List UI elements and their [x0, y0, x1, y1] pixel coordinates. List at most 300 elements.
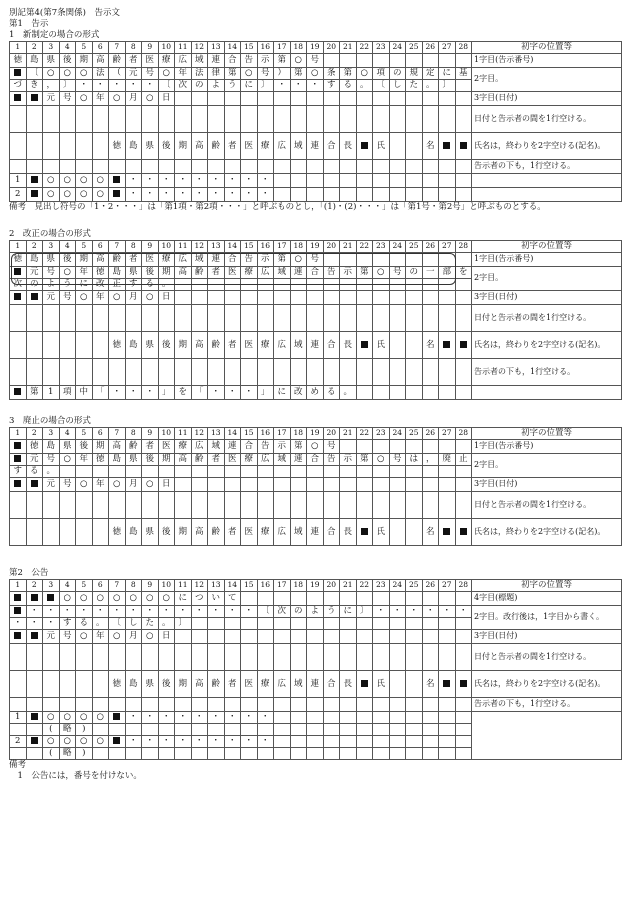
grid-cell — [406, 386, 423, 400]
grid-cell: 後 — [158, 671, 175, 698]
grid-cell: 告 — [323, 267, 340, 279]
grid-cell — [340, 174, 357, 188]
grid-cell: 者 — [208, 267, 225, 279]
column-number: 2 — [26, 580, 43, 592]
grid-cell — [43, 519, 60, 546]
grid-cell: 医 — [142, 253, 159, 267]
grid-cell: 長 — [340, 133, 357, 160]
grid-cell — [356, 359, 373, 386]
grid-cell — [92, 644, 109, 671]
grid-cell: 後 — [59, 54, 76, 68]
filled-square-icon — [31, 594, 38, 601]
grid-cell: 療 — [158, 54, 175, 68]
grid-cell — [356, 478, 373, 492]
grid-cell: ・ — [224, 188, 241, 202]
grid-cell — [290, 466, 307, 478]
grid-cell — [373, 106, 390, 133]
grid-cell: ○ — [290, 253, 307, 267]
grid-cell — [373, 492, 390, 519]
grid-cell: ○ — [373, 454, 390, 466]
position-note: 日付と告示者の間を1行空ける。 — [472, 305, 622, 332]
grid-cell: ・ — [208, 712, 225, 724]
grid-cell — [241, 160, 258, 174]
column-number: 1 — [10, 42, 27, 54]
grid-cell — [455, 188, 472, 202]
grid-cell — [356, 736, 373, 748]
grid-cell: 徳 — [109, 332, 126, 359]
grid-cell: 。 — [43, 466, 60, 478]
grid-cell: 次 — [274, 606, 291, 618]
grid-cell — [274, 698, 291, 712]
grid-cell — [455, 80, 472, 92]
grid-cell — [274, 492, 291, 519]
grid-cell: 県 — [43, 54, 60, 68]
column-number: 17 — [274, 428, 291, 440]
grid-cell: ・ — [191, 188, 208, 202]
column-number: 22 — [356, 428, 373, 440]
column-number: 21 — [340, 241, 357, 253]
position-note: 氏名は，終わりを2字空ける(記名)。 — [472, 519, 622, 546]
grid-cell — [307, 174, 324, 188]
column-number: 23 — [373, 580, 390, 592]
column-number: 19 — [307, 428, 324, 440]
grid-cell — [439, 174, 456, 188]
grid-cell — [10, 644, 27, 671]
column-number: 14 — [224, 428, 241, 440]
grid-cell — [26, 671, 43, 698]
grid-cell: 後 — [76, 440, 93, 454]
position-note: 1字目(告示番号) — [472, 253, 622, 267]
grid-cell: ・ — [142, 188, 159, 202]
grid-cell — [274, 106, 291, 133]
grid-cell: に — [439, 68, 456, 80]
grid-cell — [406, 332, 423, 359]
grid-cell — [59, 359, 76, 386]
grid-cell — [109, 724, 126, 736]
grid-cell: 者 — [142, 440, 159, 454]
grid-cell: ○ — [76, 92, 93, 106]
column-number: 4 — [59, 428, 76, 440]
grid-cell — [43, 106, 60, 133]
column-number: 4 — [59, 241, 76, 253]
grid-row — [10, 253, 622, 267]
grid-cell: ・ — [26, 606, 43, 618]
grid-cell — [422, 440, 439, 454]
grid-cell — [241, 592, 258, 606]
position-note: 2字目。改行後は，1字目から書く。 — [472, 606, 622, 630]
grid-cell — [290, 174, 307, 188]
grid-cell: ・ — [142, 386, 159, 400]
grid-cell — [455, 618, 472, 630]
grid-cell: ・ — [224, 386, 241, 400]
grid-cell — [389, 736, 406, 748]
grid-cell — [257, 106, 274, 133]
grid-cell: す — [59, 618, 76, 630]
grid-cell: 号 — [59, 630, 76, 644]
grid-cell — [323, 54, 340, 68]
grid-cell — [224, 279, 241, 291]
grid-cell — [175, 279, 192, 291]
grid-cell: 第 — [26, 386, 43, 400]
column-number: 19 — [307, 241, 324, 253]
grid-cell: 県 — [43, 253, 60, 267]
column-number: 13 — [208, 580, 225, 592]
grid-cell — [158, 698, 175, 712]
grid-cell — [208, 92, 225, 106]
column-number: 4 — [59, 580, 76, 592]
grid-cell — [439, 279, 456, 291]
grid-cell — [340, 440, 357, 454]
grid-cell — [290, 92, 307, 106]
grid-cell — [373, 748, 390, 760]
grid-cell — [92, 359, 109, 386]
grid-cell: ， — [43, 80, 60, 92]
position-note — [472, 174, 622, 188]
grid-cell — [208, 106, 225, 133]
grid-cell — [323, 592, 340, 606]
grid-cell: 齢 — [109, 54, 126, 68]
grid-cell: ○ — [76, 291, 93, 305]
grid-cell: ・ — [175, 174, 192, 188]
grid-cell: 改 — [290, 386, 307, 400]
position-note: 2字目。 — [472, 454, 622, 478]
grid-cell: 県 — [142, 133, 159, 160]
grid-cell — [356, 188, 373, 202]
column-number: 24 — [389, 42, 406, 54]
grid-cell — [340, 478, 357, 492]
column-number: 23 — [373, 428, 390, 440]
grid-cell: 後 — [158, 332, 175, 359]
column-number: 9 — [142, 428, 159, 440]
grid-cell — [455, 712, 472, 724]
grid-cell: 高 — [92, 253, 109, 267]
grid-cell: 第 — [356, 454, 373, 466]
grid-cell: ・ — [92, 606, 109, 618]
sub1-grid-wrap — [9, 41, 621, 202]
grid-cell: ・ — [92, 80, 109, 92]
grid-cell: ・ — [241, 736, 258, 748]
grid-cell: 号 — [142, 68, 159, 80]
grid-cell: ○ — [76, 630, 93, 644]
grid-cell: 号 — [307, 253, 324, 267]
grid-cell: ， — [422, 454, 439, 466]
grid-cell: 告 — [323, 454, 340, 466]
grid-cell — [422, 712, 439, 724]
grid-row — [10, 332, 622, 359]
grid-cell — [10, 440, 27, 454]
grid-cell — [191, 724, 208, 736]
grid-cell — [406, 698, 423, 712]
grid-cell — [439, 160, 456, 174]
grid-cell — [109, 644, 126, 671]
grid-cell — [340, 466, 357, 478]
grid-cell — [455, 253, 472, 267]
grid-cell: 域 — [290, 133, 307, 160]
sub2-grid — [9, 240, 622, 400]
grid-cell — [125, 305, 142, 332]
column-number: 13 — [208, 241, 225, 253]
grid-cell — [10, 748, 27, 760]
grid-cell — [356, 253, 373, 267]
grid-cell — [257, 618, 274, 630]
filled-square-icon — [460, 680, 467, 687]
grid-cell: 法 — [191, 68, 208, 80]
grid-cell — [26, 748, 43, 760]
grid-cell — [323, 92, 340, 106]
grid-cell: 1 — [10, 174, 27, 188]
grid-cell — [290, 748, 307, 760]
grid-cell — [43, 644, 60, 671]
grid-cell: 氏 — [373, 332, 390, 359]
grid-cell — [389, 592, 406, 606]
grid-cell — [208, 291, 225, 305]
position-note: 1字目(告示番号) — [472, 440, 622, 454]
grid-cell — [290, 188, 307, 202]
grid-cell: 広 — [191, 440, 208, 454]
grid-cell — [109, 466, 126, 478]
grid-cell: し — [389, 80, 406, 92]
grid-row — [10, 671, 622, 698]
grid-row — [10, 592, 622, 606]
grid-cell — [10, 492, 27, 519]
grid-cell: 示 — [340, 267, 357, 279]
grid-cell — [389, 54, 406, 68]
grid-cell — [208, 160, 225, 174]
grid-cell — [307, 492, 324, 519]
grid-cell — [389, 332, 406, 359]
grid-cell: ・ — [422, 606, 439, 618]
grid-cell — [439, 478, 456, 492]
filled-square-icon — [361, 680, 368, 687]
column-number: 3 — [43, 428, 60, 440]
grid-cell — [26, 644, 43, 671]
grid-cell — [26, 133, 43, 160]
grid-cell — [373, 466, 390, 478]
grid-cell — [323, 174, 340, 188]
column-number: 9 — [142, 42, 159, 54]
grid-cell: ○ — [76, 736, 93, 748]
grid-cell: ○ — [158, 592, 175, 606]
grid-cell: 〔 — [257, 606, 274, 618]
grid-cell: 元 — [43, 291, 60, 305]
grid-cell — [356, 618, 373, 630]
grid-cell: 〔 — [26, 68, 43, 80]
grid-cell — [224, 618, 241, 630]
grid-cell — [290, 736, 307, 748]
grid-cell: ・ — [455, 606, 472, 618]
grid-cell — [274, 592, 291, 606]
grid-cell — [422, 54, 439, 68]
grid-cell: 規 — [406, 68, 423, 80]
grid-cell — [224, 478, 241, 492]
grid-cell — [389, 305, 406, 332]
column-number: 3 — [43, 42, 60, 54]
document-page — [9, 8, 621, 782]
grid-cell — [389, 174, 406, 188]
grid-cell — [274, 748, 291, 760]
grid-cell: 県 — [125, 267, 142, 279]
grid-cell — [455, 630, 472, 644]
grid-cell — [158, 724, 175, 736]
grid-cell — [307, 466, 324, 478]
column-number: 12 — [191, 42, 208, 54]
grid-cell — [43, 133, 60, 160]
grid-cell — [307, 644, 324, 671]
grid-cell: 連 — [208, 54, 225, 68]
grid-cell — [290, 712, 307, 724]
grid-cell: ・ — [125, 712, 142, 724]
grid-cell: を — [175, 386, 192, 400]
grid-cell — [389, 492, 406, 519]
grid-cell: 者 — [224, 519, 241, 546]
grid-cell: 療 — [257, 671, 274, 698]
grid-cell: （ — [109, 68, 126, 80]
grid-cell — [406, 174, 423, 188]
grid-cell: 広 — [274, 519, 291, 546]
grid-cell: 医 — [241, 519, 258, 546]
grid-cell — [125, 644, 142, 671]
grid-cell — [455, 279, 472, 291]
grid-cell — [142, 359, 159, 386]
grid-cell — [59, 492, 76, 519]
grid-cell — [26, 698, 43, 712]
grid-cell — [307, 592, 324, 606]
grid-cell: ・ — [109, 606, 126, 618]
column-number: 17 — [274, 241, 291, 253]
grid-cell: 連 — [290, 454, 307, 466]
grid-cell: 〕 — [439, 80, 456, 92]
grid-cell — [373, 478, 390, 492]
grid-cell — [10, 133, 27, 160]
grid-cell: 徳 — [10, 54, 27, 68]
grid-cell: 島 — [125, 671, 142, 698]
grid-cell: ・ — [158, 606, 175, 618]
filled-square-icon — [14, 268, 21, 275]
grid-cell — [455, 592, 472, 606]
column-number: 6 — [92, 42, 109, 54]
grid-row — [10, 386, 622, 400]
column-number: 19 — [307, 580, 324, 592]
grid-cell: ・ — [290, 80, 307, 92]
grid-cell — [439, 305, 456, 332]
grid-cell — [257, 724, 274, 736]
filled-square-icon — [113, 737, 120, 744]
grid-cell — [307, 359, 324, 386]
grid-cell — [241, 748, 258, 760]
grid-cell — [455, 305, 472, 332]
grid-cell — [389, 630, 406, 644]
grid-cell — [109, 748, 126, 760]
grid-cell — [323, 478, 340, 492]
section1-title: 第1 告示 — [9, 19, 49, 29]
grid-cell — [340, 160, 357, 174]
grid-cell: 域 — [290, 671, 307, 698]
grid-cell: 広 — [274, 332, 291, 359]
grid-cell — [290, 630, 307, 644]
grid-cell — [439, 106, 456, 133]
grid-cell — [224, 160, 241, 174]
grid-cell — [406, 54, 423, 68]
grid-cell — [406, 592, 423, 606]
grid-cell — [10, 267, 27, 279]
grid-cell: 第 — [290, 68, 307, 80]
grid-cell: 広 — [257, 454, 274, 466]
document-heading: 別記第4(第7条関係) 告示文 — [9, 8, 120, 18]
grid-cell: ・ — [125, 188, 142, 202]
column-number: 26 — [422, 580, 439, 592]
grid-cell: ・ — [142, 174, 159, 188]
grid-cell: 「 — [92, 386, 109, 400]
grid-cell — [307, 630, 324, 644]
grid-cell: ・ — [406, 606, 423, 618]
grid-cell — [257, 466, 274, 478]
grid-cell — [10, 630, 27, 644]
grid-cell — [307, 106, 324, 133]
grid-cell: ・ — [241, 712, 258, 724]
grid-cell: 〔 — [373, 80, 390, 92]
grid-cell: ・ — [43, 606, 60, 618]
grid-cell: に — [241, 80, 258, 92]
grid-cell — [406, 160, 423, 174]
grid-cell — [422, 386, 439, 400]
grid-cell — [208, 279, 225, 291]
grid-cell: ・ — [142, 606, 159, 618]
grid-cell: 。 — [340, 386, 357, 400]
grid-cell — [439, 736, 456, 748]
grid-cell: 。 — [158, 618, 175, 630]
grid-cell — [208, 492, 225, 519]
column-number: 25 — [406, 241, 423, 253]
grid-cell — [43, 592, 60, 606]
column-number: 20 — [323, 42, 340, 54]
grid-cell: 連 — [307, 133, 324, 160]
grid-cell — [422, 630, 439, 644]
grid-cell — [208, 305, 225, 332]
grid-cell: 島 — [125, 133, 142, 160]
grid-cell: 島 — [109, 454, 126, 466]
column-number: 7 — [109, 241, 126, 253]
grid-cell — [26, 630, 43, 644]
column-number: 21 — [340, 580, 357, 592]
grid-cell: 。 — [158, 279, 175, 291]
filled-square-icon — [361, 528, 368, 535]
grid-cell — [389, 253, 406, 267]
grid-cell — [406, 92, 423, 106]
grid-cell — [241, 618, 258, 630]
grid-row — [10, 267, 622, 279]
grid-cell — [274, 724, 291, 736]
grid-cell: ○ — [92, 592, 109, 606]
grid-cell — [340, 644, 357, 671]
grid-cell: ○ — [307, 68, 324, 80]
grid-cell: 〕 — [59, 80, 76, 92]
grid-cell: 広 — [274, 133, 291, 160]
grid-cell — [356, 630, 373, 644]
grid-cell — [92, 305, 109, 332]
filled-square-icon — [31, 176, 38, 183]
grid-cell — [191, 92, 208, 106]
grid-cell — [175, 291, 192, 305]
grid-cell: 高 — [175, 267, 192, 279]
filled-square-icon — [460, 341, 467, 348]
grid-cell — [340, 106, 357, 133]
grid-cell — [340, 712, 357, 724]
grid-cell — [340, 92, 357, 106]
grid-cell: ・ — [191, 606, 208, 618]
grid-cell: ○ — [290, 54, 307, 68]
grid-cell — [10, 291, 27, 305]
grid-cell: ・ — [257, 174, 274, 188]
